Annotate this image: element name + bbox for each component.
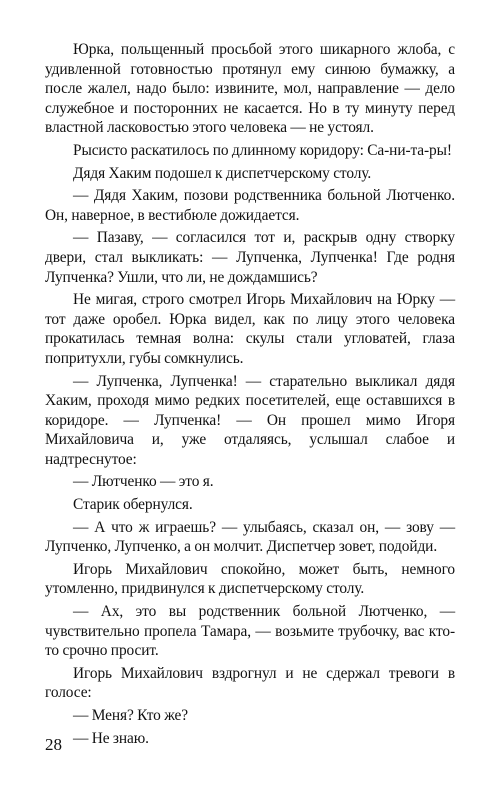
paragraph-8: — Лютченко — это я.	[73, 473, 214, 491]
paragraph-14: — Меня? Кто же?	[73, 707, 188, 724]
paragraph-6: Не мигая, строго смотрел Игорь Михайлович на Юрку — тот даже оробел. Юрка видел, как по лицу этого человека прокатилась темная волна: скулы стали угловатей, глаза попритухли, губы сомкнулись.	[45, 291, 455, 367]
paragraph-9: Старик обернулся.	[73, 496, 193, 514]
paragraph-12: — Ах, это вы родственник больной Лютченко, — чувствительно пропела Тамара, — возьмите трубочку, вас кто-то срочно просит.	[45, 603, 455, 660]
paragraph-7: — Лупченка, Лупченка! — старательно выкликал дядя Хаким, проходя мимо редких посетителей, еще оставшихся в коридоре. — Лупченка! — Он прошел мимо Игоря Михайловича и, уже отдаляясь, услышал слабое и надтреснутое:	[45, 372, 455, 468]
paragraph-15: — Не знаю.	[73, 729, 149, 747]
paragraph-2: Рысисто раскатилось по длинному коридору: Са-ни-та-ры!	[73, 141, 452, 159]
paragraph-4: — Дядя Хаким, позови родственника больной Лютченко. Он, наверное, в вестибюле дожидается.	[45, 187, 455, 224]
page-text	[45, 40, 455, 748]
paragraph-1: Юрка, польщенный просьбой этого шикарного жлоба, с удивленной готовностью протянул ему синюю бумажку, а после жалел, надо было: извините, мол, направление — дело служебное и посторонних не касается. Но в ту минуту перед властной ласковостью этого человека — не устоял.	[45, 41, 455, 137]
paragraph-3: Дядя Хаким подошел к диспетчерскому столу.	[73, 164, 372, 182]
paragraph-11: Игорь Михайлович спокойно, может быть, немного утомленно, придвинулся к диспетчерскому столу.	[45, 560, 455, 598]
paragraph-5: — Пазаву, — согласился тот и, раскрыв одну створку двери, стал выкликать: — Лупченка, Лупченка! Где родня Лупченка? Ушли, что ли, не дождамшись?	[45, 229, 455, 286]
paragraph-13: Игорь Михайлович вздрогнул и не сдержал тревоги в голосе:	[45, 664, 455, 702]
page-number: 28	[45, 735, 62, 754]
paragraph-10: — А что ж играешь? — улыбаясь, сказал он, — зову — Лупченко, Лупченко, а он молчит. Диспетчер зовет, подойди.	[45, 518, 455, 556]
